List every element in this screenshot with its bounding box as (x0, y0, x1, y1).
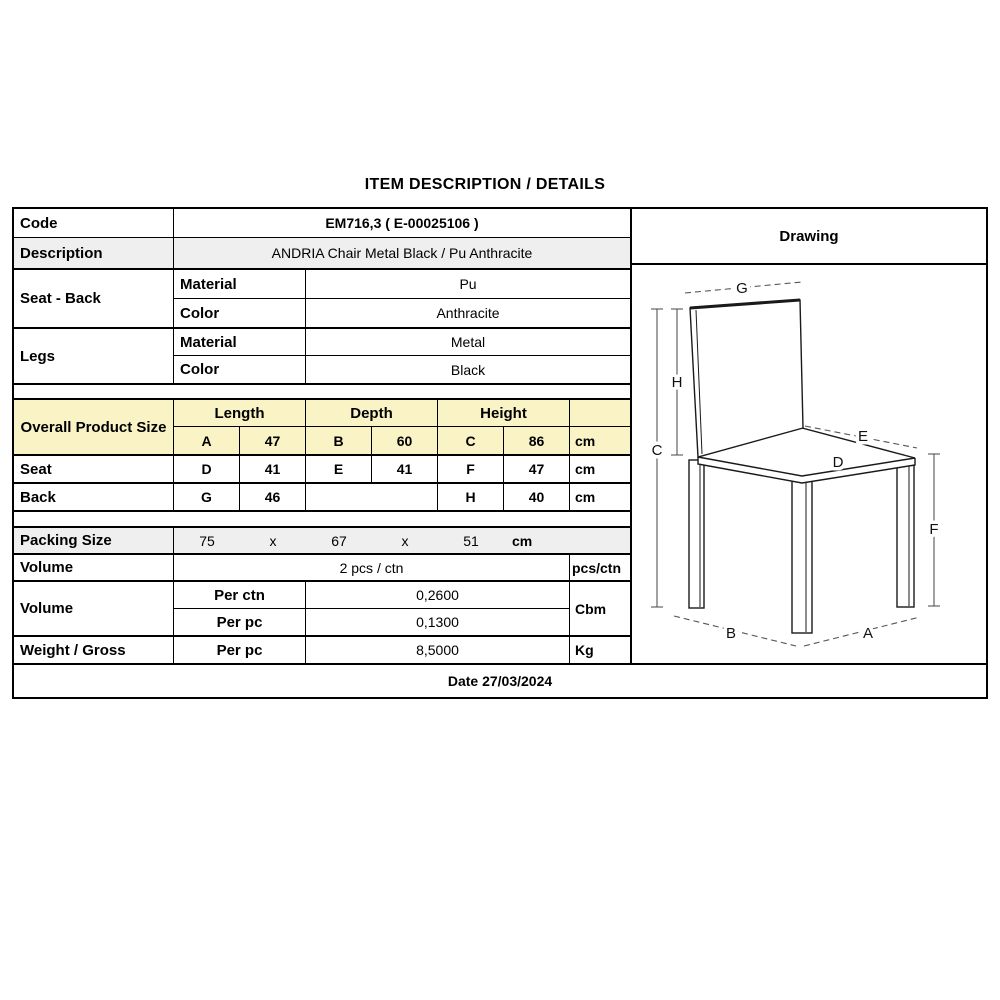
size-a-value: 47 (240, 427, 306, 454)
legs-material-label: Material (174, 329, 306, 355)
per-ctn-label: Per ctn (174, 582, 306, 608)
legs-color-label: Color (174, 356, 306, 383)
volume-cbm-label: Volume (14, 582, 174, 635)
dim-label-d: D (832, 454, 844, 471)
seat-f-key: F (438, 456, 504, 482)
code-value: EM716,3 ( E-00025106 ) (325, 215, 479, 231)
seat-f-value: 47 (504, 456, 570, 482)
size-c-value: 86 (504, 427, 570, 454)
per-ctn-value: 0,2600 (306, 582, 570, 608)
overall-size-label: Overall Product Size (14, 400, 174, 454)
row-description (14, 238, 630, 270)
dim-label-g: G (736, 280, 748, 297)
dim-label-e: E (857, 428, 869, 445)
weight-label: Weight / Gross (14, 637, 174, 663)
back-row-label: Back (14, 484, 174, 510)
per-pc-label: Per pc (174, 609, 306, 635)
row-weight (14, 637, 630, 665)
weight-unit: Kg (575, 642, 594, 658)
size-header-unit-empty (570, 400, 630, 426)
drawing-canvas (632, 265, 986, 663)
seat-e-key: E (306, 456, 372, 482)
seat-back-material-label: Material (174, 270, 306, 298)
spec-table (12, 207, 988, 699)
back-h-key: H (438, 484, 504, 510)
dim-label-f: F (929, 521, 939, 538)
page-title: ITEM DESCRIPTION / DETAILS (364, 176, 606, 193)
seat-d-key: D (174, 456, 240, 482)
weight-value: 8,5000 (306, 637, 570, 663)
size-a-key: A (174, 427, 240, 454)
packing-value-1: 75 (199, 532, 215, 549)
seat-back-label: Seat - Back (14, 270, 174, 327)
legs-label: Legs (14, 329, 174, 383)
seat-e-value: 41 (372, 456, 438, 482)
back-g-value: 46 (240, 484, 306, 510)
volume-cbm-unit: Cbm (575, 600, 607, 617)
weight-per-pc-label: Per pc (174, 637, 306, 663)
packing-unit: cm (512, 532, 533, 549)
dim-label-h: H (671, 374, 683, 391)
back-unit: cm (575, 489, 596, 505)
date-row: Date 27/03/2024 (447, 673, 553, 689)
volume-pcs-value: 2 pcs / ctn (174, 555, 570, 580)
back-g-key: G (174, 484, 240, 510)
seat-row-label: Seat (14, 456, 174, 482)
size-c-key: C (438, 427, 504, 454)
legs-material-value: Metal (450, 334, 486, 350)
back-h-value: 40 (504, 484, 570, 510)
drawing-title: Drawing (632, 209, 986, 265)
section-legs (14, 329, 630, 385)
chair-drawing (632, 265, 986, 658)
size-header-depth: Depth (306, 400, 438, 426)
size-header-length: Length (174, 400, 306, 426)
drawing-panel (630, 209, 986, 665)
volume-pcs-label: Volume (14, 555, 174, 580)
dim-label-a: A (862, 625, 874, 642)
seat-back-color-label: Color (174, 299, 306, 327)
dim-label-b: B (725, 625, 737, 642)
row-packing (14, 528, 630, 555)
section-seat-back (14, 270, 630, 329)
section-volume-cbm (14, 582, 630, 637)
packing-value-3: 51 (463, 532, 479, 549)
packing-value-2: 67 (331, 532, 347, 549)
packing-x-2: x (401, 532, 409, 549)
back-empty-cell (306, 484, 438, 510)
code-label: Code (14, 209, 174, 237)
spacer-row (14, 512, 630, 528)
volume-pcs-unit: pcs/ctn (572, 559, 622, 576)
packing-x-1: x (269, 532, 277, 549)
seat-back-material-value: Pu (459, 276, 477, 292)
legs-color-value: Black (450, 361, 486, 378)
description-label: Description (14, 238, 174, 268)
size-b-value: 60 (372, 427, 438, 454)
spacer-row (14, 385, 630, 400)
per-pc-value: 0,1300 (306, 609, 570, 635)
row-volume-pcs (14, 555, 630, 582)
section-overall-size (14, 400, 630, 456)
packing-label: Packing Size (14, 528, 174, 553)
row-code (14, 209, 630, 238)
description-value: ANDRIA Chair Metal Black / Pu Anthracite (271, 245, 533, 261)
size-b-key: B (306, 427, 372, 454)
row-back (14, 484, 630, 512)
size-header-height: Height (438, 400, 570, 426)
row-seat (14, 456, 630, 484)
seat-d-value: 41 (240, 456, 306, 482)
seat-unit: cm (575, 461, 596, 477)
size-overall-unit: cm (575, 432, 596, 449)
dim-label-c: C (651, 442, 663, 459)
seat-back-color-value: Anthracite (436, 305, 500, 321)
